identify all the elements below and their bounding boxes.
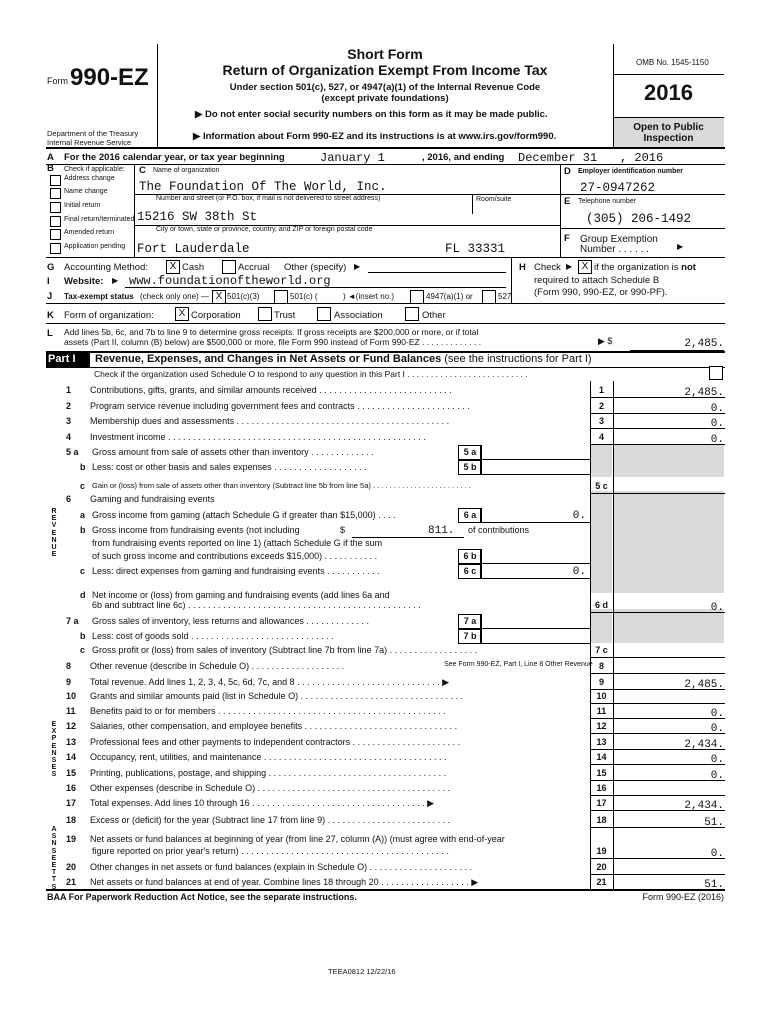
sub-line-box: 7 a xyxy=(458,614,482,629)
b-heading: Check if applicable: xyxy=(64,166,125,173)
org-state-zip[interactable]: FL 33331 xyxy=(445,242,506,256)
checkbox-address-change[interactable] xyxy=(50,175,61,186)
line-text: Less: direct expenses from gaming and fundraising events . . . . . . . . . . . xyxy=(92,566,380,576)
h-text-2: if the organization is not xyxy=(594,262,696,273)
line-number: c xyxy=(80,645,86,655)
h-text-3: required to attach Schedule B xyxy=(534,275,660,286)
checkbox-501c3[interactable]: X xyxy=(212,290,226,304)
j-opt-501c3: 501(c)(3) xyxy=(227,292,260,301)
subtitle-2: (except private foundations) xyxy=(321,93,449,104)
line-number: 21 xyxy=(66,877,77,887)
sub-line-amount[interactable]: 0. xyxy=(572,510,586,522)
line-amount[interactable]: 2,485. xyxy=(684,387,724,399)
line-box-number: 15 xyxy=(596,768,607,778)
checkbox-cash[interactable]: X xyxy=(166,260,180,274)
footer-form-ref: Form 990-EZ (2016) xyxy=(642,892,724,902)
line-text: Less: cost or other basis and sales expenses . . . . . . . . . . . . . . . . . . . xyxy=(92,462,367,472)
checkbox-application-pending[interactable] xyxy=(50,243,61,254)
line-amount[interactable]: 0. xyxy=(710,708,724,720)
tax-year-begin[interactable]: January 1 xyxy=(320,151,385,165)
line-amount[interactable]: 0. xyxy=(710,723,724,735)
line-number: b xyxy=(80,462,86,472)
side-label-net-assets: A S N S E E T T S xyxy=(51,826,57,891)
form-word: Form xyxy=(47,76,68,86)
line-number: 11 xyxy=(66,706,76,716)
line-number: 2 xyxy=(66,401,72,411)
line-number: 16 xyxy=(66,783,77,793)
open-inspection-2: Inspection xyxy=(643,133,694,144)
line-number: 14 xyxy=(66,752,77,762)
line-text: Gain or (loss) from sale of assets other than inventory (Subtract line 5b from line 5a) . . . . . . . . . . . . . . . . . . . . . . . . xyxy=(92,481,471,490)
l-text-2: assets (Part II, column (B) below) are $500,000 or more, file Form 990 instead of Form 990-EZ . . . . . . . . . . . . . xyxy=(64,337,482,347)
tax-year: 2016 xyxy=(644,80,693,105)
line-amount[interactable]: 0. xyxy=(710,754,724,766)
line-8-note: See Form 990-EZ, Part I, Line 8 Other Revenue xyxy=(444,661,593,668)
line-number: d xyxy=(80,590,86,600)
line-number: 4 xyxy=(66,432,72,442)
b-item-amended-return: Amended return xyxy=(64,229,115,236)
line-text: Gross amount from sale of assets other than inventory . . . . . . . . . . . . . xyxy=(92,447,374,457)
line-box-number: 17 xyxy=(596,798,607,808)
line-text: Less: cost of goods sold . . . . . . . . . . . . . . . . . . . . . . . . . . . . . xyxy=(92,631,334,641)
line-number: 10 xyxy=(66,691,77,701)
arrow-icon: ▶ xyxy=(566,262,573,271)
j-opt-501c: 501(c) ( xyxy=(290,292,318,301)
tax-year-end-year: , 2016 xyxy=(620,151,664,165)
cash-label: Cash xyxy=(182,262,205,273)
h-letter: H xyxy=(519,262,526,273)
line-text: Net income or (loss) from gaming and fundraising events (add lines 6a and xyxy=(92,590,390,600)
j-note: (check only one) — xyxy=(140,292,209,301)
checkbox-accrual[interactable] xyxy=(222,260,236,274)
org-street[interactable]: 15216 SW 38th St xyxy=(137,210,258,224)
line-text: of such gross income and contributions exceeds $15,000) . . . . . . . . . . . xyxy=(92,551,378,561)
line-text: Net assets or fund balances at end of year. Combine lines 18 through 20 . . . . . . . . . . . . . . . . . . ▶ xyxy=(90,877,479,887)
j-opt-527: 527 xyxy=(498,292,512,301)
line-box-number: 2 xyxy=(598,401,604,411)
line-text: Program service revenue including government fees and contracts . . . . . . . . . . . . . . . . . . . . . . . xyxy=(90,401,470,411)
line-amount[interactable]: 0. xyxy=(710,403,724,415)
line-number: 12 xyxy=(66,721,77,731)
line-box-number: 18 xyxy=(596,815,607,825)
checkbox-association[interactable] xyxy=(317,307,331,321)
line-number: 13 xyxy=(66,737,77,747)
line-amount[interactable]: 2,485. xyxy=(684,679,724,691)
line-amount[interactable]: 0. xyxy=(710,434,724,446)
sub-line-box: 6 b xyxy=(458,549,482,564)
website[interactable]: www.foundationoftheworld.org xyxy=(129,274,331,288)
line-text: Other expenses (describe in Schedule O) . . . . . . . . . . . . . . . . . . . . . . . . . . . . . . . . . . . . . . . xyxy=(90,783,451,793)
line-box-number: 1 xyxy=(598,385,604,395)
line-6b-contributions[interactable]: 811. xyxy=(428,525,455,537)
line-number: 8 xyxy=(66,661,72,671)
arrow-icon: ▶ xyxy=(193,131,203,142)
line-amount[interactable]: 0. xyxy=(710,848,724,860)
f-letter: F xyxy=(564,233,570,244)
checkbox-schedule-o[interactable] xyxy=(709,366,723,380)
line-text: Gaming and fundraising events xyxy=(90,494,215,504)
line-text: Grants and similar amounts paid (list in Schedule O) . . . . . . . . . . . . . . . . . . . . . . . . . . . . . . . . . xyxy=(90,691,464,701)
k-text: Form of organization: xyxy=(64,310,154,321)
line-text: Gross income from gaming (attach Schedule G if greater than $15,000) . . . . xyxy=(92,510,396,520)
line-number: c xyxy=(80,481,86,491)
h-text-4: (Form 990, 990-EZ, or 990-PF). xyxy=(534,287,668,298)
line-number: 18 xyxy=(66,815,77,825)
line-text: Gross profit or (loss) from sales of inventory (Subtract line 7b from line 7a) . . . . . . . . . . . . . . . . . . xyxy=(92,645,478,655)
line-box-number: 9 xyxy=(598,677,604,687)
c-label: Name of organization xyxy=(153,167,220,174)
line-text: Excess or (deficit) for the year (Subtract line 17 from line 9) . . . . . . . . . . . . . . . . . . . . . . . . . xyxy=(90,815,451,825)
org-city[interactable]: Fort Lauderdale xyxy=(137,242,250,256)
line-number: 17 xyxy=(66,798,77,808)
line-box-number: 10 xyxy=(596,691,607,701)
part-title: Revenue, Expenses, and Changes in Net Assets or Fund Balances (see the instructions for Part I) xyxy=(95,353,592,365)
line-box-number: 21 xyxy=(596,877,607,887)
line-amount[interactable]: 2,434. xyxy=(684,800,724,812)
room-label: Room/suite xyxy=(476,196,512,203)
arrow-icon: ▶ xyxy=(195,109,205,120)
line-text: Salaries, other compensation, and employee benefits . . . . . . . . . . . . . . . . . . . . . . . . . . . . . . . xyxy=(90,721,458,731)
j-opt-insert: ) ◄(insert no.) xyxy=(343,292,395,301)
line-number: 20 xyxy=(66,862,77,872)
footer-code: TEEA0812 12/22/16 xyxy=(328,967,396,976)
h-text-1: Check xyxy=(534,262,561,273)
dept-line-2: Internal Revenue Service xyxy=(47,138,132,147)
f-label-2: Number . . . . . . xyxy=(580,244,649,255)
org-name[interactable]: The Foundation Of The World, Inc. xyxy=(139,180,387,194)
l-text-1: Add lines 5b, 6c, and 7b to line 9 to determine gross receipts. If gross receipts are $200,000 or more, or if total xyxy=(64,327,479,337)
line-text: Contributions, gifts, grants, and similar amounts received . . . . . . . . . . . . . . . . . . . . . . . . . . . xyxy=(90,385,452,395)
street-label: Number and street (or P.O. box, if mail is not delivered to street address) xyxy=(156,195,381,202)
line-text: 6b and subtract line 6c) . . . . . . . . . . . . . . . . . . . . . . . . . . . . . . . . . . . . . . . . . . . . . . . xyxy=(92,600,421,610)
line-box-number: 13 xyxy=(596,737,607,747)
subtitle-1: Under section 501(c), 527, or 4947(a)(1) of the Internal Revenue Code xyxy=(229,82,541,93)
line-box-number: 14 xyxy=(596,752,607,762)
sub-line-box: 5 a xyxy=(458,445,482,460)
sub-line-box: 6 a xyxy=(458,508,482,523)
sub-line-box: 5 b xyxy=(458,460,482,475)
line-6b-dollar: $ xyxy=(340,525,346,535)
accrual-label: Accrual xyxy=(238,262,270,273)
line-box-number: 7 c xyxy=(595,645,608,655)
line-box-number: 20 xyxy=(596,862,607,872)
other-label: Other (specify) xyxy=(284,262,347,273)
checkbox-4947[interactable] xyxy=(410,290,424,304)
i-letter: I xyxy=(47,276,50,287)
line-number: b xyxy=(80,631,86,641)
g-letter: G xyxy=(47,262,55,273)
line-text: Membership dues and assessments . . . . . . . . . . . . . . . . . . . . . . . . . . . . . . . . . . . . . . . . . . . xyxy=(90,416,450,426)
checkbox-other-org[interactable] xyxy=(405,307,419,321)
line-box-number: 3 xyxy=(598,416,604,426)
line-text: Net assets or fund balances at beginning of year (from line 27, column (A)) (must agree with end-of-year xyxy=(90,834,505,844)
f-label-1: Group Exemption xyxy=(580,234,658,245)
line-text: Other revenue (describe in Schedule O) . . . . . . . . . . . . . . . . . . . xyxy=(90,661,345,671)
sub-line-amount[interactable]: 0. xyxy=(572,566,586,578)
telephone[interactable]: (305) 206-1492 xyxy=(586,212,692,226)
line-text: figure reported on prior year's return) . . . . . . . . . . . . . . . . . . . . . . . . . . . . . . . . . . . . . . . . . . xyxy=(92,846,449,856)
line-text: Other changes in net assets or fund balances (explain in Schedule O) . . . . . . . . . . . . . . . . . . . . . xyxy=(90,862,473,872)
line-text: Gross income from fundraising events (not including xyxy=(92,525,300,535)
footer-baa: BAA For Paperwork Reduction Act Notice, see the separate instructions. xyxy=(47,892,357,902)
line-text: Investment income . . . . . . . . . . . . . . . . . . . . . . . . . . . . . . . . . . . . . . . . . . . . . . . . . . . . xyxy=(90,432,426,442)
note-info: ▶ Information about Form 990-EZ and its instructions is at www.irs.gov/form990. xyxy=(193,131,557,142)
e-letter: E xyxy=(564,196,571,207)
line-box-number: 19 xyxy=(596,846,607,856)
checkbox-amended-return[interactable] xyxy=(50,229,61,240)
b-item-address-change: Address change xyxy=(64,175,115,182)
d-letter: D xyxy=(564,166,571,177)
checkbox-corporation[interactable]: X xyxy=(175,307,189,321)
part-label: Part I xyxy=(48,353,76,365)
k-opt-other: Other xyxy=(422,310,446,321)
line-number: 15 xyxy=(66,768,77,778)
line-text: Occupancy, rent, utilities, and maintenance . . . . . . . . . . . . . . . . . . . . . . . . . . . . . . . . . . . . . xyxy=(90,752,447,762)
j-letter: J xyxy=(47,291,53,302)
sub-line-box: 6 c xyxy=(458,564,482,579)
line-text: Professional fees and other payments to independent contractors . . . . . . . . . . . . . . . . . . . . . . xyxy=(90,737,461,747)
side-label-expenses: E X P E N S E S xyxy=(51,721,57,779)
line-number: 7 a xyxy=(66,616,79,626)
side-label-revenue: R E V E N U E xyxy=(51,508,57,559)
j-opt-4947: 4947(a)(1) or xyxy=(426,292,473,301)
line-box-number: 6 d xyxy=(594,600,608,610)
d-label: Employer identification number xyxy=(578,168,684,175)
line-box-number: 8 xyxy=(598,661,604,671)
line-number: b xyxy=(80,525,86,535)
line-text: from fundraising events reported on line 1) (attach Schedule G if the sum xyxy=(92,538,383,548)
checkbox-527[interactable] xyxy=(482,290,496,304)
title-main: Return of Organization Exempt From Income Tax xyxy=(222,62,548,78)
line-6b-suffix: of contributions xyxy=(468,525,530,535)
checkbox-final-return[interactable] xyxy=(50,216,61,227)
row-a-mid: , 2016, and ending xyxy=(422,152,505,163)
arrow-icon: ▶ xyxy=(112,276,119,285)
form-number: 990-EZ xyxy=(70,64,149,91)
title-short-form: Short Form xyxy=(347,46,423,62)
c-letter: C xyxy=(139,165,146,176)
line-text: Total revenue. Add lines 1, 2, 3, 4, 5c, 6d, 7c, and 8 . . . . . . . . . . . . . . . . . . . . . . . . . . . . . ▶ xyxy=(90,677,450,687)
line-number: 6 xyxy=(66,494,72,504)
sub-line-box: 7 b xyxy=(458,629,482,644)
k-opt-corporation: Corporation xyxy=(191,310,241,321)
checkbox-trust[interactable] xyxy=(258,307,272,321)
line-number: 19 xyxy=(66,834,77,844)
checkbox-schedule-b[interactable]: X xyxy=(578,260,592,274)
checkbox-name-change[interactable] xyxy=(50,188,61,199)
line-amount[interactable]: 0. xyxy=(710,602,724,614)
k-opt-association: Association xyxy=(334,310,383,321)
b-item-final-return: Final return/terminated xyxy=(64,216,135,223)
line-text: Benefits paid to or for members . . . . . . . . . . . . . . . . . . . . . . . . . . . . . . . . . . . . . . . . . . . . . . xyxy=(90,706,446,716)
line-number: c xyxy=(80,566,86,576)
line-box-number: 11 xyxy=(596,706,607,716)
b-item-initial-return: Initial return xyxy=(64,202,101,209)
k-opt-trust: Trust xyxy=(274,310,296,321)
g-text: Accounting Method: xyxy=(64,262,148,273)
line-number: 1 xyxy=(66,385,72,395)
line-box-number: 4 xyxy=(598,432,604,442)
line-number: 9 xyxy=(66,677,72,687)
line-amount[interactable]: 0. xyxy=(710,770,724,782)
b-item-application-pending: Application pending xyxy=(64,243,126,250)
note-ssn: ▶ Do not enter social security numbers on this form as it may be made public. xyxy=(195,109,548,120)
l-dollar: ▶ $ xyxy=(598,336,613,346)
line-number: 3 xyxy=(66,416,72,426)
checkbox-initial-return[interactable] xyxy=(50,202,61,213)
j-label: Tax-exempt status xyxy=(64,292,134,301)
line-amount[interactable]: 51. xyxy=(704,817,724,829)
line-number: a xyxy=(80,510,86,520)
i-label: Website: xyxy=(64,276,104,287)
line-amount[interactable]: 2,434. xyxy=(684,739,724,751)
line-box-number: 16 xyxy=(596,783,607,793)
checkbox-501c[interactable] xyxy=(274,290,288,304)
row-a-letter: A xyxy=(47,152,54,163)
ein[interactable]: 27-0947262 xyxy=(580,181,656,195)
line-amount[interactable]: 0. xyxy=(710,418,724,430)
row-b-letter: B xyxy=(47,163,54,174)
line-text: Printing, publications, postage, and shipping . . . . . . . . . . . . . . . . . . . . . . . . . . . . . . . . . . . . xyxy=(90,768,447,778)
gross-receipts[interactable]: 2,485. xyxy=(684,338,724,350)
row-a-text: For the 2016 calendar year, or tax year beginning xyxy=(64,152,285,163)
dept-line-1: Department of the Treasury xyxy=(47,129,139,138)
line-number: 5 a xyxy=(66,447,79,457)
arrow-icon: ▶ xyxy=(677,242,684,251)
tax-year-end[interactable]: December 31 xyxy=(518,151,598,165)
l-letter: L xyxy=(47,328,53,339)
open-inspection-1: Open to Public xyxy=(633,122,704,133)
b-item-name-change: Name change xyxy=(64,188,108,195)
line-text: Gross sales of inventory, less returns and allowances . . . . . . . . . . . . . xyxy=(92,616,369,626)
line-box-number: 5 c xyxy=(595,481,608,491)
k-letter: K xyxy=(47,310,54,321)
line-box-number: 12 xyxy=(596,721,607,731)
arrow-icon: ▶ xyxy=(354,262,361,271)
e-label: Telephone number xyxy=(578,198,636,205)
line-text: Total expenses. Add lines 10 through 16 . . . . . . . . . . . . . . . . . . . . . . . . . . . . . . . . . . . ▶ xyxy=(90,798,435,808)
schedule-o-check-text: Check if the organization used Schedule O to respond to any question in this Part I . . . . . . . . . . . . . . . . . . . . . . . . . . xyxy=(94,369,528,379)
omb-number: OMB No. 1545-1150 xyxy=(636,58,709,67)
city-label: City or town, state or province, country, and ZIP or foreign postal code xyxy=(156,226,373,233)
line-amount[interactable]: 51. xyxy=(704,879,724,891)
